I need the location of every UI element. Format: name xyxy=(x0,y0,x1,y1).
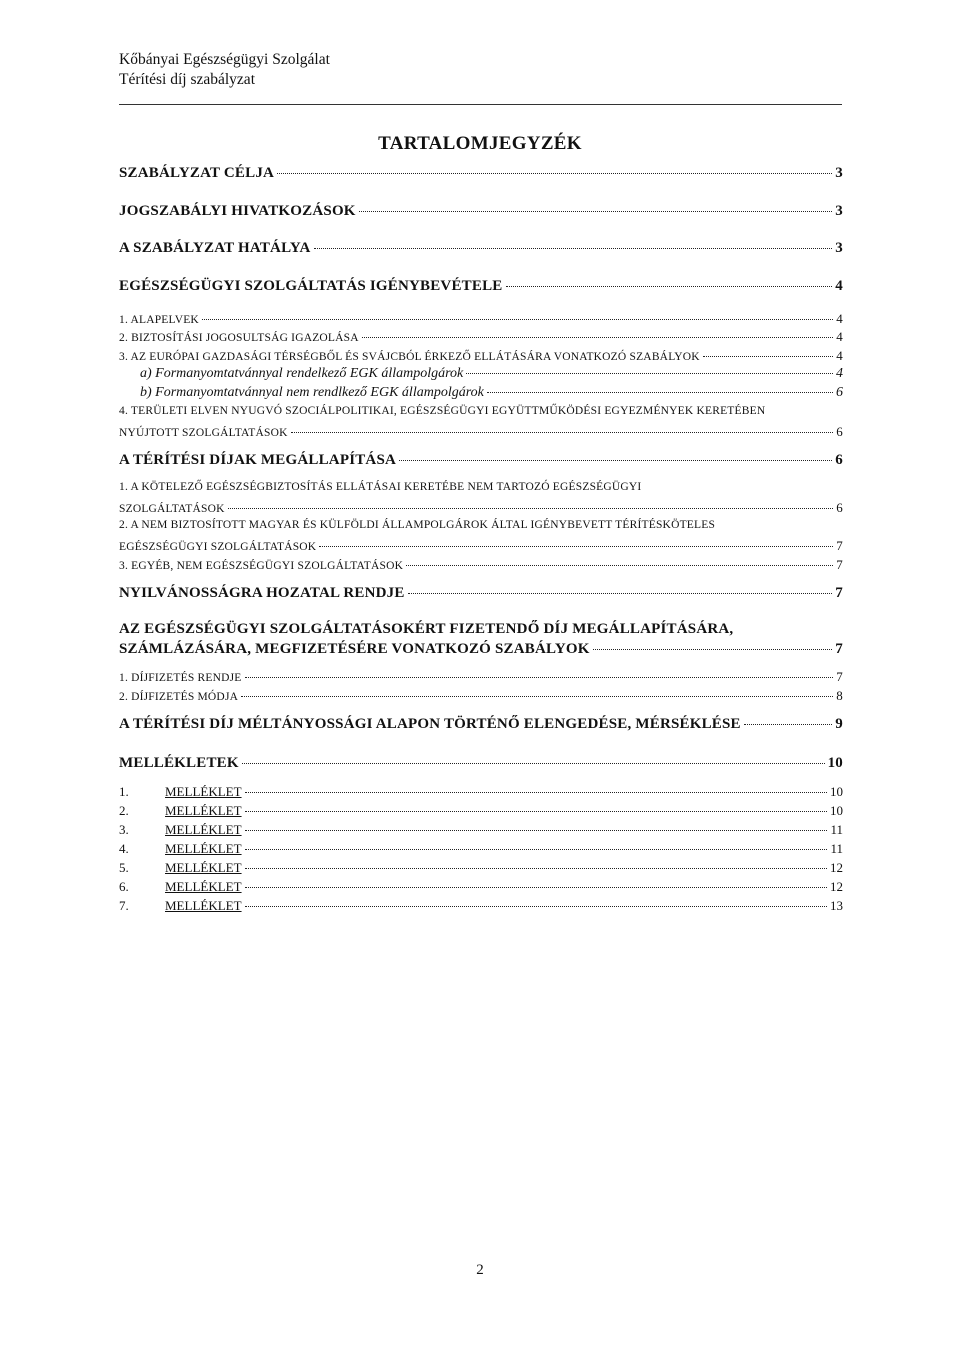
toc-entry-formanyomtatvannyal-rendelkezo[interactable]: a) Formanyomtatvánnyal rendelkező EGK állampolgárok 4 xyxy=(140,366,843,381)
melleklet-page: 12 xyxy=(830,860,843,875)
melleklet-label: MELLÉKLET xyxy=(165,860,242,875)
melleklet-entry[interactable] xyxy=(119,803,843,819)
melleklet-entry[interactable] xyxy=(119,898,843,914)
toc-entry-nyilvanossagra-hozatal[interactable]: NYILVÁNOSSÁGRA HOZATAL RENDJE 7 xyxy=(119,585,843,601)
toc-entry-szabalyzat-celja[interactable]: SZABÁLYZAT CÉLJA 3 xyxy=(119,165,843,181)
toc-entry-szabalyzat-hatalya[interactable]: A SZABÁLYZAT HATÁLYA 3 xyxy=(119,240,843,256)
melleklet-entry[interactable] xyxy=(119,860,843,876)
toc-entry-dijfizetes-rendje[interactable]: 1. DÍJFIZETÉS RENDJE 7 xyxy=(119,669,843,684)
header-rule xyxy=(119,104,842,105)
melleklet-page: 13 xyxy=(830,898,843,913)
melleklet-number: 2. xyxy=(119,803,129,818)
header-document-title: Térítési díj szabályzat xyxy=(119,71,255,88)
melleklet-number: 6. xyxy=(119,879,129,894)
melleklet-entry[interactable] xyxy=(119,879,843,895)
document-header xyxy=(119,50,330,90)
melleklet-page: 11 xyxy=(830,841,843,856)
toc-entry-szolgaltatas-igenybevetele[interactable]: EGÉSZSÉGÜGYI SZOLGÁLTATÁS IGÉNYBEVÉTELE 4 xyxy=(119,278,843,294)
melleklet-entry[interactable] xyxy=(119,822,843,838)
melleklet-entry[interactable] xyxy=(119,841,843,857)
melleklet-page: 10 xyxy=(830,803,843,818)
page-number: 2 xyxy=(476,1262,484,1278)
toc-entry-alapelvek[interactable]: 1. ALAPELVEK 4 xyxy=(119,311,843,326)
melleklet-number: 4. xyxy=(119,841,129,856)
toc-entry-formanyomtatvannyal-nem-rendelkezo[interactable]: b) Formanyomtatvánnyal nem rendlkező EGK állampolgárok 6 xyxy=(140,385,843,400)
melleklet-number: 3. xyxy=(119,822,129,837)
melleklet-page: 11 xyxy=(830,822,843,837)
toc-entry-fizetendo-dij-line1: AZ EGÉSZSÉGÜGYI SZOLGÁLTATÁSOKÉRT FIZETENDŐ DÍJ MEGÁLLAPÍTÁSÁRA, xyxy=(119,621,734,637)
header-organization: Kőbányai Egészségügyi Szolgálat xyxy=(119,51,330,68)
toc-entry-nem-biztositott[interactable]: EGÉSZSÉGÜGYI SZOLGÁLTATÁSOK 7 xyxy=(119,538,843,553)
toc-entry-teritesi-dijak-megallapitasa[interactable]: A TÉRÍTÉSI DÍJAK MEGÁLLAPÍTÁSA 6 xyxy=(119,452,843,468)
melleklet-label: MELLÉKLET xyxy=(165,841,242,856)
toc-title: TARTALOMJEGYZÉK xyxy=(378,133,582,154)
toc-entry-kotelezo-egeszsegbiztositas-line1: 1. A KÖTELEZŐ EGÉSZSÉGBIZTOSÍTÁS ELLÁTÁSAI KERETÉBE NEM TARTOZÓ EGÉSZSÉGÜGYI xyxy=(119,481,642,493)
melleklet-page: 10 xyxy=(830,784,843,799)
melleklet-number: 5. xyxy=(119,860,129,875)
melleklet-page: 12 xyxy=(830,879,843,894)
toc-entry-kotelezo-egeszsegbiztositas[interactable]: SZOLGÁLTATÁSOK 6 xyxy=(119,500,843,515)
toc-entry-meltanyossagi-alapon[interactable]: A TÉRÍTÉSI DÍJ MÉLTÁNYOSSÁGI ALAPON TÖRTÉNŐ ELENGEDÉSE, MÉRSÉKLÉSE 9 xyxy=(119,716,843,732)
melleklet-label: MELLÉKLET xyxy=(165,898,242,913)
toc-entry-mellekletek[interactable]: MELLÉKLETEK 10 xyxy=(119,755,843,771)
toc-entry-jogszabalyi-hivatkozasok[interactable]: JOGSZABÁLYI HIVATKOZÁSOK 3 xyxy=(119,203,843,219)
melleklet-label: MELLÉKLET xyxy=(165,822,242,837)
melleklet-label: MELLÉKLET xyxy=(165,879,242,894)
melleklet-label: MELLÉKLET xyxy=(165,784,242,799)
toc-entry-egyeb-szolgaltatasok[interactable]: 3. EGYÉB, NEM EGÉSZSÉGÜGYI SZOLGÁLTATÁSOK 7 xyxy=(119,557,843,572)
melleklet-label: MELLÉKLET xyxy=(165,803,242,818)
toc-entry-europai-gazdasagi-terseg[interactable]: 3. AZ EURÓPAI GAZDASÁGI TÉRSÉGBŐL ÉS SVÁJCBÓL ÉRKEZŐ ELLÁTÁSÁRA VONATKOZÓ SZABÁLYOK 4 xyxy=(119,348,843,363)
melleklet-number: 1. xyxy=(119,784,129,799)
toc-entry-teruleti-elven[interactable]: NYÚJTOTT SZOLGÁLTATÁSOK 6 xyxy=(119,424,843,439)
toc-entry-biztositasi-jogosultsag[interactable]: 2. BIZTOSÍTÁSI JOGOSULTSÁG IGAZOLÁSA 4 xyxy=(119,329,843,344)
toc-entry-nem-biztositott-line1: 2. A NEM BIZTOSÍTOTT MAGYAR ÉS KÜLFÖLDI ÁLLAMPOLGÁROK ÁLTAL IGÉNYBEVETT TÉRÍTÉSKÖTELES xyxy=(119,519,716,531)
melleklet-entry[interactable] xyxy=(119,784,843,800)
toc-entry-fizetendo-dij[interactable]: SZÁMLÁZÁSÁRA, MEGFIZETÉSÉRE VONATKOZÓ SZABÁLYOK 7 xyxy=(119,641,843,657)
toc-entry-dijfizetes-modja[interactable]: 2. DÍJFIZETÉS MÓDJA 8 xyxy=(119,688,843,703)
toc-entry-teruleti-elven-line1: 4. TERÜLETI ELVEN NYUGVÓ SZOCIÁLPOLITIKAI, EGÉSZSÉGÜGYI EGYÜTTMŰKÖDÉSI EGYEZMÉNYEK KERETÉBEN xyxy=(119,405,766,417)
melleklet-number: 7. xyxy=(119,898,129,913)
